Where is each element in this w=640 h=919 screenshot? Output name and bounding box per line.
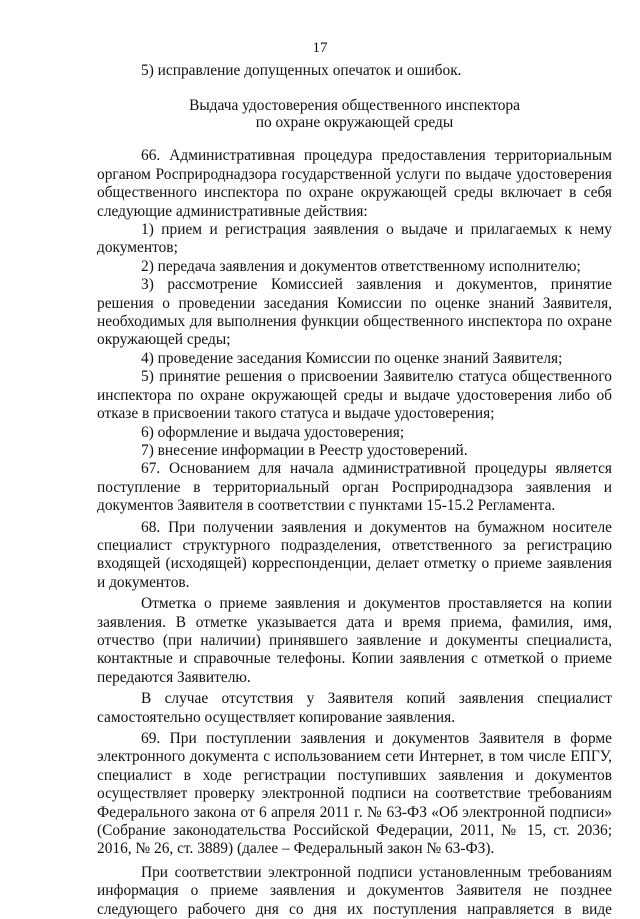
list-item: 7) внесение информации в Реестр удостоверений. (141, 441, 468, 459)
paragraph: В случае отсутствия у Заявителя копий заявления специалист самостоятельно осуществляет копирование заявления. (97, 690, 612, 726)
paragraph: 66. Административная процедура предоставления территориальным органом Росприроднадзора государственной услуги по выдаче удостоверения общественного инспектора по охране окружающей среды включает в себя следующие административные действия: (97, 147, 612, 220)
paragraph: 67. Основанием для начала административной процедуры является поступление в территориальный орган Росприроднадзора заявления и документов Заявителя в соответствии с пунктами 15-15.2 Регламента. (97, 460, 612, 515)
section-heading (97, 97, 612, 131)
list-item: 4) проведение заседания Комиссии по оценке знаний Заявителя; (141, 349, 563, 367)
list-item: 5) исправление допущенных опечаток и ошибок. (141, 62, 462, 79)
list-item: 6) оформление и выдача удостоверения; (141, 423, 405, 441)
section-heading-line: Выдача удостоверения общественного инспектора (189, 97, 520, 115)
list-item: 1) прием и регистрация заявления о выдаче и прилагаемых к нему документов; (97, 221, 612, 257)
document-body (97, 62, 612, 919)
page-number: 17 (312, 40, 328, 56)
paragraph: Отметка о приеме заявления и документов проставляется на копии заявления. В отметке указывается дата и время приема, фамилия, имя, отчество (при наличии) принявшего заявление и документы специалиста, контактные и справочные телефоны. Копии заявления с отметкой о приеме передаются Заявителю. (97, 595, 612, 686)
paragraph: 68. При получении заявления и документов на бумажном носителе специалист структурного подразделения, ответственного за регистрацию входящей (исходящей) корреспонденции, делает отметку о приеме заявления и документов. (97, 518, 612, 591)
list-item: 3) рассмотрение Комиссией заявления и документов, принятие решения о проведении заседания Комиссии по оценке знаний Заявителя, необходимых для выполнения функции общественного инспектора по охране окружающей среды; (97, 276, 612, 349)
paragraph: При соответствии электронной подписи установленным требованиям информация о приеме заявления и документов Заявителя не позднее следующего рабочего дня со дня их поступления направляется в виде (97, 863, 612, 918)
section-heading-line: по охране окружающей среды (255, 114, 454, 132)
list-item: 5) принятие решения о присвоении Заявителю статуса общественного инспектора по охране окружающей среды и выдаче удостоверения либо об отказе в присвоении такого статуса и выдаче удостоверения; (97, 368, 612, 423)
paragraph: 69. При поступлении заявления и документов Заявителя в форме электронного документа с использованием сети Интернет, в том числе ЕПГУ, специалист в ходе регистрации поступивших заявления и документов осуществляет проверку электронной подписи на соответствие требованиям Федерального закона от 6 апреля 2011 г. № 63-ФЗ «Об электронной подписи» (Собрание законодательства Российской Федерации, 2011, № 15, ст. 2036; 2016, № 26, ст. 3889) (далее – Федеральный закон № 63-ФЗ). (97, 730, 612, 858)
list-item: 2) передача заявления и документов ответственному исполнителю; (141, 257, 581, 275)
